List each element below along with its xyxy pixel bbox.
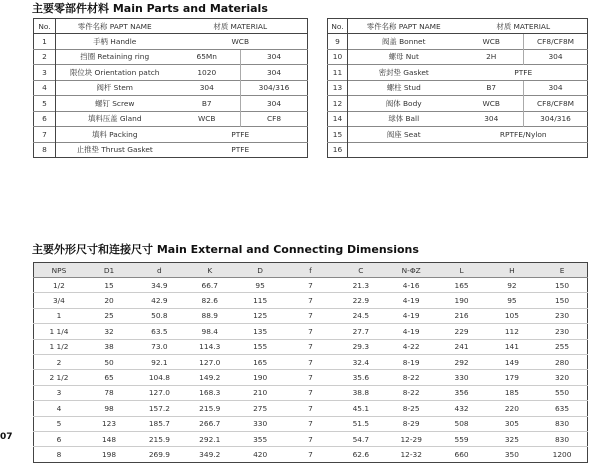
parts-row	[328, 65, 588, 81]
dim-cell: 508	[436, 416, 486, 431]
dim-cell: 349.2	[185, 447, 235, 462]
part-material-alt: 304/316	[524, 111, 588, 127]
dim-cell: 105	[487, 308, 537, 323]
dim-col-header: H	[487, 263, 537, 278]
dim-cell: 38.8	[336, 385, 386, 400]
part-no: 14	[328, 111, 348, 127]
dim-cell: 1	[34, 308, 84, 323]
dim-cell: 7	[285, 416, 335, 431]
part-material-alt: 304	[524, 49, 588, 65]
dim-row	[34, 370, 588, 385]
dim-cell: 550	[537, 385, 587, 400]
dim-cell: 32	[84, 324, 134, 339]
dim-cell: 1/2	[34, 278, 84, 293]
part-no: 6	[34, 111, 56, 127]
dim-cell: 185	[487, 385, 537, 400]
dim-row	[34, 308, 588, 323]
dim-col-header: D	[235, 263, 285, 278]
dim-cell: 8-22	[386, 385, 436, 400]
dim-cell: 82.6	[185, 293, 235, 308]
dim-cell: 5	[34, 416, 84, 431]
dim-cell: 127.0	[134, 385, 184, 400]
dim-cell: 4-16	[386, 278, 436, 293]
dim-cell: 114.3	[185, 339, 235, 354]
dim-cell: 4-22	[386, 339, 436, 354]
dim-cell: 78	[84, 385, 134, 400]
part-material-alt: 304/316	[241, 80, 308, 96]
dim-cell: 21.3	[336, 278, 386, 293]
dim-cell: 62.6	[336, 447, 386, 462]
parts-row	[34, 96, 308, 112]
dim-cell: 54.7	[336, 431, 386, 446]
parts-table-right	[327, 18, 588, 158]
dim-cell: 7	[285, 354, 335, 369]
dim-cell: 305	[487, 416, 537, 431]
dim-cell: 830	[537, 416, 587, 431]
parts-row	[34, 49, 308, 65]
dim-row	[34, 339, 588, 354]
part-name: 填料压盖 Gland	[56, 111, 174, 127]
dim-col-header: K	[185, 263, 235, 278]
part-no: 4	[34, 80, 56, 96]
dim-cell: 7	[285, 447, 335, 462]
dim-cell: 635	[537, 401, 587, 416]
dimensions-table	[33, 262, 588, 463]
dim-row	[34, 431, 588, 446]
col-header-name: 零件名称 PAPT NAME	[348, 19, 460, 34]
part-no: 3	[34, 65, 56, 81]
dim-cell: 42.9	[134, 293, 184, 308]
part-material: PTFE	[460, 65, 588, 81]
col-header-material: 材质 MATERIAL	[460, 19, 588, 34]
dim-col-header: NPS	[34, 263, 84, 278]
dim-cell: 210	[235, 385, 285, 400]
part-name: 填料 Packing	[56, 127, 174, 143]
dim-cell: 22.9	[336, 293, 386, 308]
dim-cell: 38	[84, 339, 134, 354]
part-no: 5	[34, 96, 56, 112]
part-material: 1020	[174, 65, 241, 81]
part-no: 15	[328, 127, 348, 143]
dim-cell: 92	[487, 278, 537, 293]
dim-cell: 3/4	[34, 293, 84, 308]
parts-row	[34, 65, 308, 81]
part-name: 螺钉 Screw	[56, 96, 174, 112]
dim-cell: 98	[84, 401, 134, 416]
part-no: 16	[328, 142, 348, 158]
part-material: WCB	[174, 34, 308, 50]
part-no: 7	[34, 127, 56, 143]
dim-cell: 420	[235, 447, 285, 462]
part-material-alt: CF8/CF8M	[524, 34, 588, 50]
part-name: 球体 Ball	[348, 111, 460, 127]
dim-cell: 35.6	[336, 370, 386, 385]
dim-col-header: D1	[84, 263, 134, 278]
dim-cell: 179	[487, 370, 537, 385]
dim-cell: 135	[235, 324, 285, 339]
dim-cell: 165	[235, 354, 285, 369]
parts-title: 主要零部件材料 Main Parts and Materials	[32, 2, 268, 15]
dim-cell: 198	[84, 447, 134, 462]
part-material-alt: CF8	[241, 111, 308, 127]
part-material: 2H	[460, 49, 524, 65]
dim-cell: 148	[84, 431, 134, 446]
dim-cell: 1 1/2	[34, 339, 84, 354]
dim-cell: 7	[285, 308, 335, 323]
part-material: WCB	[460, 34, 524, 50]
part-name: 止推垫 Thrust Gasket	[56, 142, 174, 158]
dim-cell: 165	[436, 278, 486, 293]
dim-cell: 63.5	[134, 324, 184, 339]
dim-cell: 7	[285, 401, 335, 416]
part-name: 阀盖 Bonnet	[348, 34, 460, 50]
dim-cell: 325	[487, 431, 537, 446]
part-material: B7	[460, 80, 524, 96]
dim-cell: 350	[487, 447, 537, 462]
part-no: 9	[328, 34, 348, 50]
part-material-alt: 304	[524, 80, 588, 96]
part-no: 1	[34, 34, 56, 50]
dim-cell: 4-19	[386, 324, 436, 339]
part-no: 12	[328, 96, 348, 112]
dim-cell: 1200	[537, 447, 587, 462]
dim-cell: 8	[34, 447, 84, 462]
dim-cell: 6	[34, 431, 84, 446]
dim-cell: 4-19	[386, 293, 436, 308]
part-name: 阀座 Seat	[348, 127, 460, 143]
part-name	[348, 142, 460, 158]
page-number: 07	[0, 432, 13, 442]
dim-col-header: C	[336, 263, 386, 278]
dim-col-header: L	[436, 263, 486, 278]
col-header-material: 材质 MATERIAL	[174, 19, 308, 34]
dim-cell: 29.3	[336, 339, 386, 354]
dim-cell: 330	[235, 416, 285, 431]
dim-cell: 185.7	[134, 416, 184, 431]
dim-cell: 32.4	[336, 354, 386, 369]
dim-cell: 229	[436, 324, 486, 339]
dim-cell: 320	[537, 370, 587, 385]
dim-cell: 355	[235, 431, 285, 446]
dim-cell: 3	[34, 385, 84, 400]
dim-cell: 190	[436, 293, 486, 308]
part-name: 螺母 Nut	[348, 49, 460, 65]
parts-row	[34, 127, 308, 143]
dim-cell: 432	[436, 401, 486, 416]
dim-row	[34, 354, 588, 369]
dim-cell: 7	[285, 370, 335, 385]
parts-row	[34, 80, 308, 96]
dim-cell: 115	[235, 293, 285, 308]
dim-cell: 150	[537, 293, 587, 308]
dim-cell: 2 1/2	[34, 370, 84, 385]
dim-cell: 27.7	[336, 324, 386, 339]
part-material-alt: 304	[241, 65, 308, 81]
dim-col-header: E	[537, 263, 587, 278]
dim-cell: 7	[285, 339, 335, 354]
dim-row	[34, 401, 588, 416]
dim-cell: 292.1	[185, 431, 235, 446]
dim-cell: 95	[235, 278, 285, 293]
dim-cell: 34.9	[134, 278, 184, 293]
parts-row	[328, 111, 588, 127]
dim-cell: 292	[436, 354, 486, 369]
dim-row	[34, 278, 588, 293]
dim-cell: 24.5	[336, 308, 386, 323]
dim-cell: 8-29	[386, 416, 436, 431]
dim-col-header: N-ΦZ	[386, 263, 436, 278]
dim-cell: 12-29	[386, 431, 436, 446]
part-material-alt: CF8/CF8M	[524, 96, 588, 112]
part-material: WCB	[174, 111, 241, 127]
dim-cell: 266.7	[185, 416, 235, 431]
part-name: 手柄 Handle	[56, 34, 174, 50]
dim-cell: 65	[84, 370, 134, 385]
dim-cell: 66.7	[185, 278, 235, 293]
dim-cell: 7	[285, 278, 335, 293]
dim-cell: 7	[285, 431, 335, 446]
parts-row	[34, 111, 308, 127]
dim-cell: 7	[285, 324, 335, 339]
dim-cell: 356	[436, 385, 486, 400]
dim-cell: 559	[436, 431, 486, 446]
dim-cell: 15	[84, 278, 134, 293]
dim-cell: 45.1	[336, 401, 386, 416]
dim-row	[34, 447, 588, 462]
dim-cell: 255	[537, 339, 587, 354]
dim-cell: 275	[235, 401, 285, 416]
part-material: RPTFE/Nylon	[460, 127, 588, 143]
dim-cell: 1 1/4	[34, 324, 84, 339]
dim-cell: 168.3	[185, 385, 235, 400]
part-material: PTFE	[174, 127, 308, 143]
dim-cell: 149	[487, 354, 537, 369]
dim-row	[34, 416, 588, 431]
dim-cell: 20	[84, 293, 134, 308]
dim-cell: 51.5	[336, 416, 386, 431]
parts-row	[328, 49, 588, 65]
dim-cell: 216	[436, 308, 486, 323]
part-name: 螺柱 Stud	[348, 80, 460, 96]
part-material: 65Mn	[174, 49, 241, 65]
dim-cell: 4	[34, 401, 84, 416]
dim-cell: 25	[84, 308, 134, 323]
col-header-name: 零件名称 PAPT NAME	[56, 19, 174, 34]
dim-cell: 230	[537, 324, 587, 339]
part-no: 13	[328, 80, 348, 96]
dims-title: 主要外形尺寸和连接尺寸 Main External and Connecting Dimensions	[32, 243, 419, 256]
dim-cell: 4-19	[386, 308, 436, 323]
dim-cell: 8-22	[386, 370, 436, 385]
dim-row	[34, 293, 588, 308]
dim-cell: 125	[235, 308, 285, 323]
dim-cell: 330	[436, 370, 486, 385]
dim-cell: 7	[285, 385, 335, 400]
part-no: 2	[34, 49, 56, 65]
part-material: B7	[174, 96, 241, 112]
dim-cell: 92.1	[134, 354, 184, 369]
dim-cell: 269.9	[134, 447, 184, 462]
dim-cell: 95	[487, 293, 537, 308]
parts-row	[328, 127, 588, 143]
dim-cell: 660	[436, 447, 486, 462]
dim-cell: 8-19	[386, 354, 436, 369]
dim-cell: 7	[285, 293, 335, 308]
part-material	[460, 142, 588, 158]
dim-cell: 241	[436, 339, 486, 354]
parts-row	[328, 34, 588, 50]
dim-cell: 88.9	[185, 308, 235, 323]
part-material: WCB	[460, 96, 524, 112]
dim-cell: 123	[84, 416, 134, 431]
col-header-no: No.	[34, 19, 56, 34]
dim-cell: 215.9	[134, 431, 184, 446]
part-no: 10	[328, 49, 348, 65]
dim-cell: 830	[537, 431, 587, 446]
part-name: 限位块 Orientation patch	[56, 65, 174, 81]
dim-cell: 141	[487, 339, 537, 354]
part-name: 挡圈 Retaining ring	[56, 49, 174, 65]
parts-row	[328, 80, 588, 96]
part-material: 304	[174, 80, 241, 96]
dim-cell: 98.4	[185, 324, 235, 339]
part-material-alt: 304	[241, 49, 308, 65]
dim-cell: 73.0	[134, 339, 184, 354]
col-header-no: No.	[328, 19, 348, 34]
dim-cell: 127.0	[185, 354, 235, 369]
dim-cell: 12-32	[386, 447, 436, 462]
part-material-alt: 304	[241, 96, 308, 112]
parts-row	[34, 142, 308, 158]
dim-col-header: f	[285, 263, 335, 278]
dim-col-header: d	[134, 263, 184, 278]
part-material: 304	[460, 111, 524, 127]
parts-row	[328, 142, 588, 158]
dim-cell: 215.9	[185, 401, 235, 416]
dim-cell: 150	[537, 278, 587, 293]
part-name: 密封垫 Gasket	[348, 65, 460, 81]
dim-cell: 50.8	[134, 308, 184, 323]
dim-cell: 155	[235, 339, 285, 354]
dim-cell: 230	[537, 308, 587, 323]
dim-cell: 2	[34, 354, 84, 369]
dim-cell: 112	[487, 324, 537, 339]
dim-cell: 220	[487, 401, 537, 416]
dim-cell: 8-25	[386, 401, 436, 416]
part-material: PTFE	[174, 142, 308, 158]
parts-row	[328, 96, 588, 112]
dim-cell: 50	[84, 354, 134, 369]
dim-row	[34, 324, 588, 339]
part-name: 阀体 Body	[348, 96, 460, 112]
dim-cell: 104.8	[134, 370, 184, 385]
parts-row	[34, 34, 308, 50]
dim-cell: 149.2	[185, 370, 235, 385]
parts-table-left	[33, 18, 308, 158]
dim-cell: 157.2	[134, 401, 184, 416]
dim-cell: 190	[235, 370, 285, 385]
dim-cell: 280	[537, 354, 587, 369]
part-no: 8	[34, 142, 56, 158]
part-name: 阀杆 Stem	[56, 80, 174, 96]
dim-row	[34, 385, 588, 400]
part-no: 11	[328, 65, 348, 81]
